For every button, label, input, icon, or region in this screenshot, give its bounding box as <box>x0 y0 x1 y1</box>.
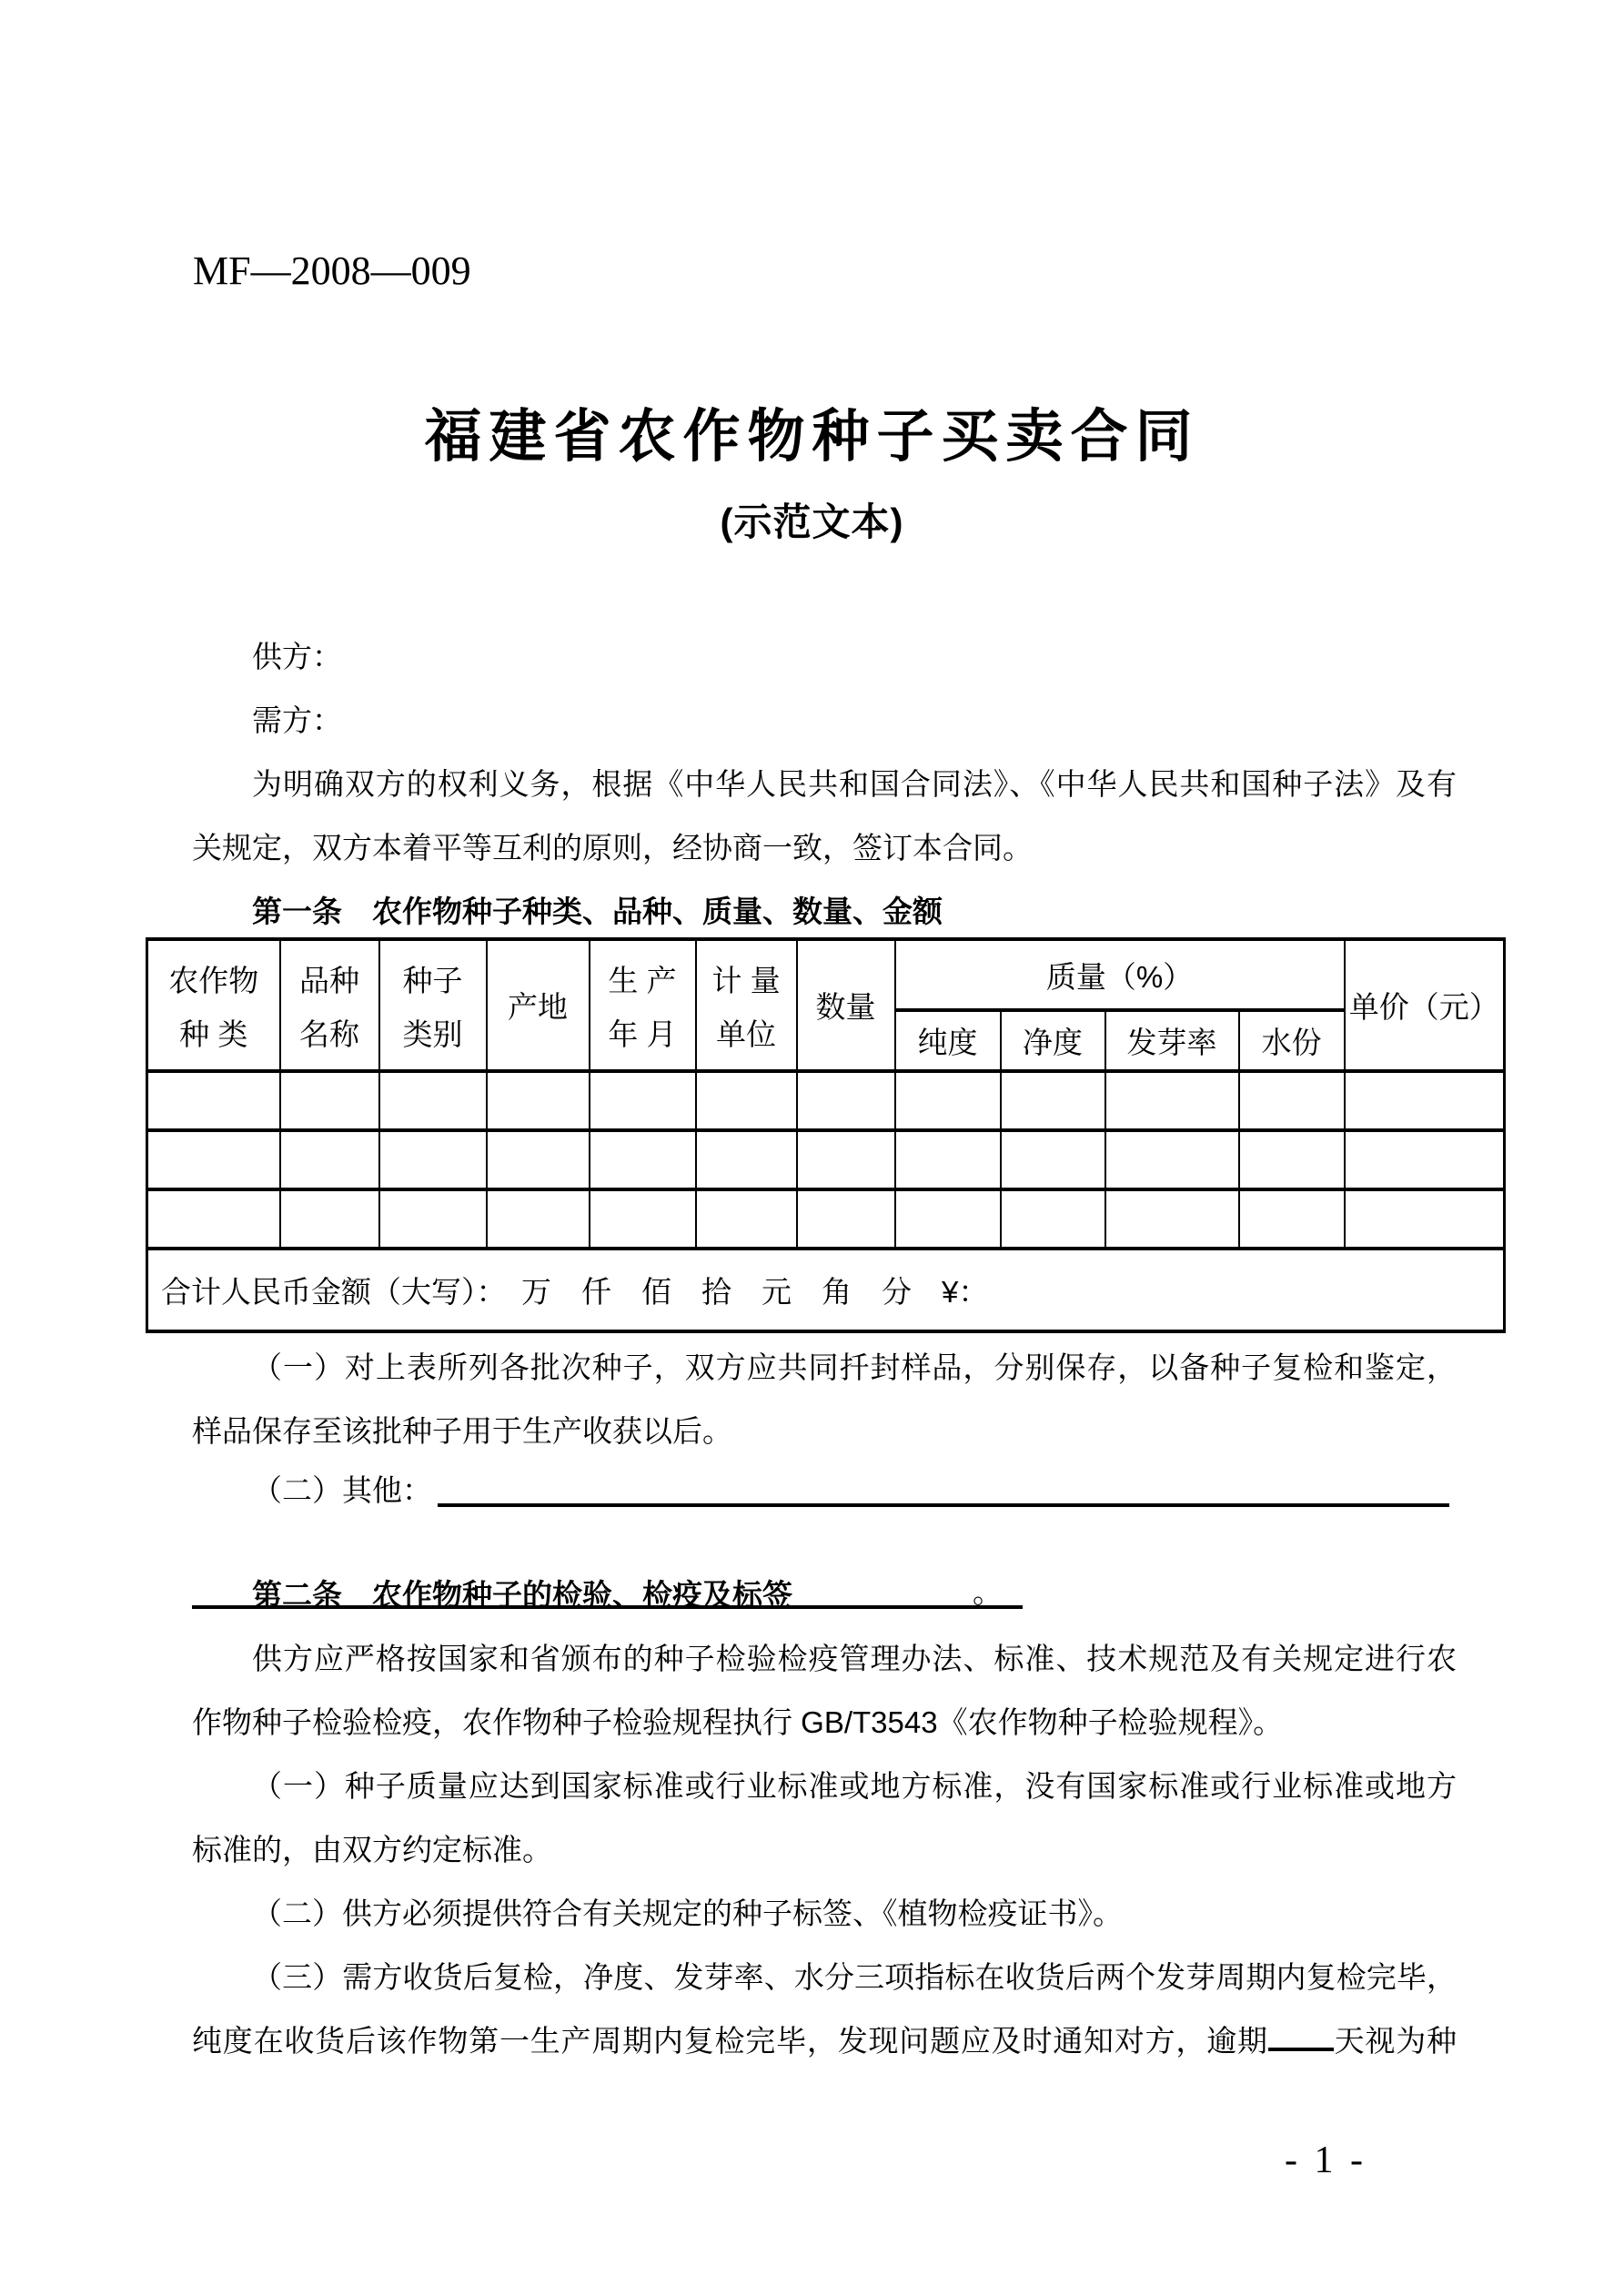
empty-cell <box>590 1189 696 1249</box>
clause2-item1-line1: （一）种子质量应达到国家标准或行业标准或地方标准，没有国家标准或行业标准或地方 <box>252 1769 1457 1803</box>
header-variety-line1: 品种 <box>299 963 359 997</box>
article2-heading-block <box>192 1563 1457 1627</box>
header-row-1 <box>147 939 1505 1010</box>
clause2-item3-line2-post: 天视为种 <box>1333 2024 1458 2058</box>
empty-cell <box>1105 1071 1239 1130</box>
empty-cell <box>1345 1071 1505 1130</box>
header-measure-unit <box>696 939 797 1071</box>
page-number: - 1 - <box>1285 2139 1367 2181</box>
article2-heading: 第二条 农作物种子的检验、检疫及标签 <box>252 1578 792 1612</box>
empty-cell <box>895 1189 1001 1249</box>
header-production-line1: 生 产 <box>608 963 677 997</box>
empty-cell <box>696 1071 797 1130</box>
empty-cell <box>147 1130 280 1189</box>
header-seed-class-line1: 种子 <box>402 963 463 997</box>
buyer-line: 需方： <box>252 703 342 737</box>
empty-row <box>147 1130 1505 1189</box>
page-title: 福建省农作物种子买卖合同 <box>424 405 1200 469</box>
header-unit-line2: 单位 <box>716 1017 776 1051</box>
empty-cell <box>1345 1130 1505 1189</box>
clause1-item1-block <box>192 1336 1457 1463</box>
header-unit-price: 单价（元） <box>1345 939 1505 1071</box>
empty-row <box>147 1189 1505 1249</box>
empty-cell <box>1239 1189 1345 1249</box>
empty-cell <box>1001 1130 1105 1189</box>
header-variety-line2: 名称 <box>299 1017 359 1051</box>
empty-cell <box>1001 1071 1105 1130</box>
empty-cell <box>280 1130 379 1189</box>
clause2-para-line2: 作物种子检验检疫，农作物种子检验规程执行 GB/T3543《农作物种子检验规程》。 <box>192 1705 1284 1739</box>
clause2-item3-line2 <box>192 2009 1457 2073</box>
empty-cell <box>147 1071 280 1130</box>
empty-cell <box>280 1071 379 1130</box>
header-seed-class-line2: 类别 <box>402 1017 463 1051</box>
empty-cell <box>1239 1130 1345 1189</box>
header-origin: 产地 <box>487 939 590 1071</box>
intro-block <box>192 625 1457 944</box>
fill-in-blank-days <box>1268 2048 1334 2051</box>
header-crop-type <box>147 939 280 1071</box>
clause2-item3-line1: （三）需方收货后复检，净度、发芽率、水分三项指标在收货后两个发芽周期内复检完毕， <box>252 1960 1457 1994</box>
header-unit-line1: 计 量 <box>711 963 781 997</box>
total-amount-cell: 合计人民币金额（大写）： 万 仟 佰 拾 元 角 分 ¥： <box>147 1249 1505 1331</box>
empty-row <box>147 1071 1505 1130</box>
empty-cell <box>379 1130 487 1189</box>
empty-cell <box>487 1189 590 1249</box>
empty-cell <box>1105 1130 1239 1189</box>
empty-cell <box>895 1130 1001 1189</box>
clause2-para-line1: 供方应严格按国家和省颁布的种子检验检疫管理办法、标准、技术规范及有关规定进行农 <box>252 1642 1457 1675</box>
clause2-item2-line: （二）供方必须提供符合有关规定的种子标签、《植物检疫证书》。 <box>252 1896 1123 1930</box>
supplier-line: 供方： <box>252 640 342 673</box>
seed-purchase-table <box>146 937 1506 1333</box>
header-crop-type-line2: 种 类 <box>179 1017 248 1051</box>
article2-body-block <box>192 1627 1457 2073</box>
empty-cell <box>147 1189 280 1249</box>
empty-cell <box>590 1130 696 1189</box>
article1-heading: 第一条 农作物种子种类、品种、质量、数量、金额 <box>252 895 943 928</box>
empty-cell <box>1105 1189 1239 1249</box>
empty-cell <box>379 1071 487 1130</box>
header-crop-type-line1: 农作物 <box>168 963 259 997</box>
empty-cell <box>797 1130 895 1189</box>
header-production-line2: 年 月 <box>608 1017 677 1051</box>
empty-cell <box>379 1189 487 1249</box>
empty-cell <box>1345 1189 1505 1249</box>
preamble-line-2: 关规定，双方本着平等互利的原则，经协商一致，签订本合同。 <box>192 831 1033 865</box>
header-production-date <box>590 939 696 1071</box>
header-variety-name <box>280 939 379 1071</box>
header-germination-rate: 发芽率 <box>1105 1010 1239 1071</box>
empty-cell <box>895 1071 1001 1130</box>
header-seed-class <box>379 939 487 1071</box>
empty-cell <box>1001 1189 1105 1249</box>
clause1-item2-label: （二）其他： <box>252 1473 432 1507</box>
fill-in-blank-line <box>438 1503 1449 1507</box>
empty-cell <box>487 1130 590 1189</box>
empty-cell <box>280 1189 379 1249</box>
clause1-item1-line1: （一）对上表所列各批次种子，双方应共同扦封样品，分别保存，以备种子复检和鉴定， <box>252 1350 1457 1384</box>
empty-cell <box>1239 1071 1345 1130</box>
empty-cell <box>590 1071 696 1130</box>
total-row <box>147 1249 1505 1331</box>
empty-cell <box>487 1071 590 1130</box>
empty-cell <box>696 1130 797 1189</box>
clause2-item1-line2: 标准的，由双方约定标准。 <box>192 1833 552 1866</box>
blank-ending-period: 。 <box>973 1575 1003 1609</box>
header-cleanliness: 净度 <box>1001 1010 1105 1071</box>
header-purity: 纯度 <box>895 1010 1001 1071</box>
preamble-line-1: 为明确双方的权利义务，根据《中华人民共和国合同法》、《中华人民共和国种子法》及有 <box>252 767 1457 801</box>
clause1-item1-line2: 样品保存至该批种子用于生产收获以后。 <box>192 1414 732 1448</box>
header-moisture: 水份 <box>1239 1010 1345 1071</box>
page-subtitle: (示范文本) <box>720 501 904 543</box>
empty-cell <box>797 1071 895 1130</box>
clause2-item3-line2-pre: 纯度在收货后该作物第一生产周期内复检完毕，发现问题应及时通知对方，逾期 <box>192 2024 1268 2058</box>
empty-cell <box>797 1189 895 1249</box>
doc-number: MF—2008—009 <box>193 248 471 293</box>
clause1-item2-block <box>192 1463 1457 1518</box>
header-quality-group: 质量（%） <box>895 939 1345 1010</box>
header-quantity: 数量 <box>797 939 895 1071</box>
empty-cell <box>696 1189 797 1249</box>
